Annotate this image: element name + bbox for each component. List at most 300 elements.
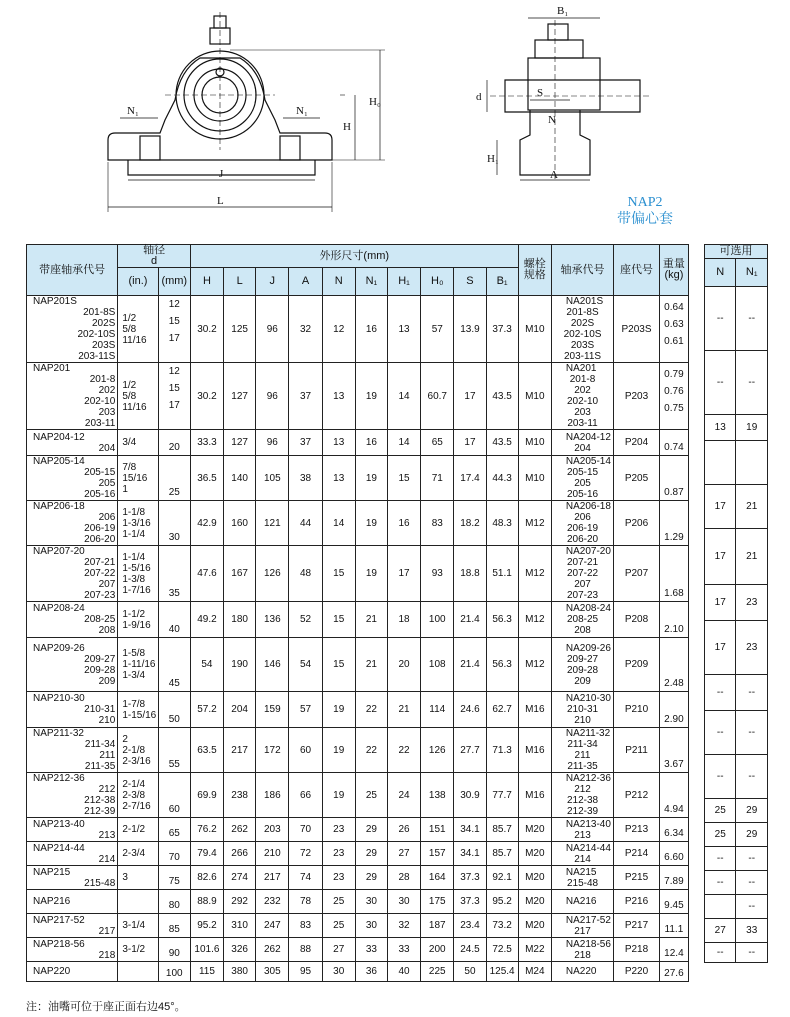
mm-cell	[158, 456, 190, 501]
housing-cell: P209	[614, 638, 660, 692]
bearing-cell-line: NA218-56	[565, 938, 611, 950]
dim-cell: 37.3	[454, 866, 486, 890]
header-weight: 重量(kg)	[659, 245, 688, 296]
inch-cell-line: 5/8	[122, 323, 137, 335]
drawing-label-n1-left: N₁	[127, 105, 139, 117]
dim-cell: 29	[355, 818, 387, 842]
drawing-label-j: J	[219, 168, 224, 180]
inch-cell-line: 1-15/16	[122, 709, 157, 721]
dim-cell: 127	[224, 363, 256, 430]
bearing-cell-line: 202S	[570, 318, 595, 329]
dim-cell: 17	[387, 546, 420, 602]
inch-cell-line: 1-3/4	[122, 670, 146, 681]
side-view-drawing	[487, 18, 650, 180]
dim-cell: 21	[355, 638, 387, 692]
mm-cell-line: 90	[168, 948, 180, 959]
inch-cell-line: 1/2	[122, 379, 137, 391]
mm-cell-line: 50	[168, 714, 180, 725]
dim-cell: 19	[355, 456, 387, 501]
housing-cell: P203S	[614, 296, 660, 363]
bolt-cell: M20	[518, 818, 551, 842]
unit-model-cell-line: NAP205-14	[33, 456, 85, 467]
bearing-cell-line: 204	[574, 442, 591, 454]
optional-row	[705, 675, 768, 711]
optional-row	[705, 823, 768, 847]
dim-cell: 48.3	[486, 501, 518, 546]
drawing-label-h: H	[343, 121, 351, 133]
opt-n-cell: --	[705, 847, 736, 871]
housing-cell: P218	[614, 938, 660, 962]
inch-cell-line: 1/2	[122, 312, 137, 324]
inch-cell	[118, 728, 158, 773]
unit-model-cell-line: 214	[98, 853, 116, 865]
bearing-cell	[551, 692, 613, 728]
unit-model-cell-line: 215-48	[84, 877, 116, 889]
housing-cell: P214	[614, 842, 660, 866]
unit-model-cell-line: 210-31	[84, 704, 116, 715]
bearing-cell-line: 202-10S	[563, 329, 602, 340]
unit-model-cell-line: NAP218-56	[33, 938, 85, 950]
unit-model-cell-line: NAP212-36	[33, 773, 85, 784]
dim-cell: 274	[224, 866, 256, 890]
weight-cell-line: 1.29	[664, 532, 684, 543]
inch-cell-line: 11/16	[122, 401, 147, 413]
mm-cell	[158, 692, 190, 728]
dim-cell: 48	[289, 546, 322, 602]
weight-cell	[659, 501, 688, 546]
inch-cell-line: 11/16	[122, 334, 147, 346]
mm-cell-line: 80	[168, 900, 180, 911]
housing-cell: P205	[614, 456, 660, 501]
unit-model-cell-line: 209-27	[84, 653, 116, 665]
unit-model-cell	[27, 728, 118, 773]
unit-model-cell-line: NAP201	[33, 363, 71, 374]
dim-cell: 37.3	[454, 890, 486, 914]
unit-model-cell	[27, 773, 118, 818]
dim-cell: 85.7	[486, 842, 518, 866]
dim-cell: 100	[421, 602, 454, 638]
unit-model-cell-line: 204	[98, 442, 116, 454]
bearing-cell-line: NA205-14	[565, 456, 611, 467]
dim-cell: 83	[289, 914, 322, 938]
optional-row	[705, 351, 768, 415]
dim-cell: 13	[322, 363, 355, 430]
dim-cell: 180	[224, 602, 256, 638]
dim-cell: 88.9	[190, 890, 223, 914]
header-dim-h: H	[190, 268, 223, 296]
inch-cell-line: 1-11/16	[122, 659, 156, 670]
unit-model-cell-line: 210	[98, 715, 116, 726]
weight-cell-line: 4.94	[664, 804, 684, 815]
weight-cell-line: 2.10	[664, 624, 684, 635]
dim-cell: 17	[454, 363, 486, 430]
unit-model-cell-line: 211-34	[84, 739, 116, 750]
mm-cell	[158, 430, 190, 456]
opt-n1-cell: 21	[736, 529, 768, 585]
weight-cell	[659, 546, 688, 602]
dim-cell: 305	[256, 962, 289, 982]
dim-cell: 19	[322, 773, 355, 818]
dim-cell: 62.7	[486, 692, 518, 728]
dim-cell: 20	[387, 638, 420, 692]
bearing-cell-line: 207-21	[566, 557, 599, 568]
dim-cell: 36.5	[190, 456, 223, 501]
bearing-cell-line: 201-8S	[566, 307, 599, 318]
mm-cell-line: 100	[165, 968, 183, 979]
dim-cell: 140	[224, 456, 256, 501]
unit-model-cell-line: NAP211-32	[33, 728, 84, 739]
bearing-cell-line: 207-22	[566, 568, 599, 579]
dim-cell: 126	[256, 546, 289, 602]
unit-model-cell-line: 201-8S	[83, 307, 116, 318]
unit-model-cell-line: 203	[98, 407, 116, 418]
opt-n1-cell: --	[736, 871, 768, 895]
bolt-cell: M16	[518, 692, 551, 728]
unit-model-cell-line: 202-10	[84, 396, 116, 407]
inch-cell	[118, 602, 158, 638]
bearing-cell-line: 212-39	[566, 806, 599, 817]
unit-model-cell-line: 208-25	[84, 614, 116, 625]
unit-model-cell	[27, 501, 118, 546]
housing-cell: P207	[614, 546, 660, 602]
dim-cell: 79.4	[190, 842, 223, 866]
unit-model-cell-line: 207-23	[84, 590, 116, 601]
opt-n-cell: --	[705, 711, 736, 755]
inch-cell-line: 1-5/16	[122, 562, 151, 574]
unit-model-cell-line: 212-38	[84, 795, 116, 806]
bearing-cell-line: NA204-12	[565, 431, 611, 443]
unit-model-cell	[27, 866, 118, 890]
unit-model-cell-line: 207-21	[84, 557, 116, 568]
bearing-cell-line: 215-48	[566, 877, 599, 889]
unit-model-cell-line: 203-11S	[78, 351, 116, 362]
bearing-cell-line: 211	[574, 750, 591, 761]
inch-cell	[118, 962, 158, 982]
mm-cell	[158, 602, 190, 638]
opt-n-cell: 13	[705, 415, 736, 441]
bolt-cell: M12	[518, 546, 551, 602]
dim-cell: 56.3	[486, 602, 518, 638]
unit-model-cell-line: 202S	[91, 318, 116, 329]
bearing-cell-line: NA216	[565, 896, 597, 907]
dim-cell: 72.5	[486, 938, 518, 962]
unit-model-cell-line: 206-20	[84, 534, 116, 545]
drawing-label-l: L	[217, 195, 224, 207]
mm-cell-line: 17	[168, 400, 180, 411]
unit-model-cell	[27, 638, 118, 692]
bearing-cell-line: 213	[574, 829, 591, 841]
dim-cell: 82.6	[190, 866, 223, 890]
housing-cell: P217	[614, 914, 660, 938]
dim-cell: 138	[421, 773, 454, 818]
inch-cell-line: 1-3/16	[122, 517, 151, 529]
dim-cell: 175	[421, 890, 454, 914]
dim-cell: 73.2	[486, 914, 518, 938]
inch-cell	[118, 430, 158, 456]
dim-cell: 27	[322, 938, 355, 962]
header-unit-model: 带座轴承代号	[27, 245, 118, 296]
bolt-cell: M20	[518, 842, 551, 866]
dim-cell: 16	[355, 430, 387, 456]
dim-cell: 13.9	[454, 296, 486, 363]
dim-cell: 74	[289, 866, 322, 890]
bearing-cell-line: 207	[574, 579, 591, 590]
bearing-cell-line: 205	[574, 478, 591, 489]
dim-cell: 30.2	[190, 296, 223, 363]
unit-model-cell	[27, 938, 118, 962]
weight-cell	[659, 692, 688, 728]
dim-cell: 136	[256, 602, 289, 638]
header-housing: 座代号	[614, 245, 660, 296]
bearing-cell-line: 218	[574, 949, 591, 961]
dim-cell: 23	[322, 818, 355, 842]
bolt-cell: M12	[518, 638, 551, 692]
mm-cell	[158, 842, 190, 866]
weight-cell	[659, 866, 688, 890]
unit-model-cell-line: NAP220	[33, 966, 71, 977]
table-row	[27, 866, 689, 890]
bearing-cell	[551, 818, 613, 842]
header-dim-n1: N₁	[355, 268, 387, 296]
housing-cell: P204	[614, 430, 660, 456]
bearing-cell-line: 205-15	[566, 467, 599, 478]
bearing-cell-line: 206-20	[566, 534, 599, 545]
bearing-cell	[551, 638, 613, 692]
header-shaft: 轴径 d	[118, 245, 191, 268]
dim-cell: 40	[387, 962, 420, 982]
bearing-cell-line: NA211-32	[565, 728, 611, 739]
drawing-label-h1: H₁	[487, 153, 499, 165]
dim-cell: 29	[355, 866, 387, 890]
opt-n1-cell: --	[736, 755, 768, 799]
unit-model-cell	[27, 456, 118, 501]
unit-model-cell-line: NAP214-44	[33, 842, 85, 854]
weight-cell-line: 0.74	[664, 442, 684, 453]
bearing-cell	[551, 602, 613, 638]
dim-cell: 19	[355, 363, 387, 430]
table-row	[27, 890, 689, 914]
table-row	[27, 296, 689, 363]
table-row	[27, 818, 689, 842]
dim-cell: 60	[289, 728, 322, 773]
dim-cell: 32	[387, 914, 420, 938]
dim-cell: 225	[421, 962, 454, 982]
dim-cell: 13	[322, 456, 355, 501]
opt-n1-cell: --	[736, 847, 768, 871]
optional-row	[705, 871, 768, 895]
mm-cell	[158, 501, 190, 546]
dim-cell: 56.3	[486, 638, 518, 692]
bearing-cell-line: 203S	[570, 340, 595, 351]
bearing-cell-line: 205-16	[566, 489, 599, 500]
inch-cell-line: 1-7/16	[122, 584, 151, 596]
unit-model-cell-line: NAP215	[33, 866, 71, 878]
opt-n-cell	[705, 895, 736, 919]
bearing-cell-line: 202	[574, 385, 591, 396]
weight-cell-line: 7.89	[664, 876, 684, 887]
footnote: 注：油嘴可位于座正面右边45°。	[26, 1001, 186, 1013]
dim-cell: 85.7	[486, 818, 518, 842]
weight-cell-line: 0.79	[664, 369, 684, 380]
unit-model-cell-line: 211-35	[84, 761, 116, 772]
table-row	[27, 728, 689, 773]
weight-cell-line: 0.61	[664, 336, 684, 347]
dim-cell: 18.2	[454, 501, 486, 546]
mm-cell-line: 55	[168, 759, 180, 770]
bearing-cell-line: 212	[574, 784, 591, 795]
bearing-cell	[551, 296, 613, 363]
weight-cell	[659, 818, 688, 842]
inch-cell-line: 3-1/2	[122, 944, 146, 955]
opt-n1-cell: 29	[736, 823, 768, 847]
mm-cell	[158, 938, 190, 962]
dim-cell: 172	[256, 728, 289, 773]
dim-cell: 96	[256, 363, 289, 430]
header-mm: (mm)	[158, 268, 190, 296]
header-dim-j: J	[256, 268, 289, 296]
bolt-cell: M24	[518, 962, 551, 982]
drawing-label-a: A	[550, 169, 558, 181]
dim-cell: 326	[224, 938, 256, 962]
dim-cell: 125.4	[486, 962, 518, 982]
unit-model-cell-line: 206	[98, 512, 116, 523]
inch-cell	[118, 296, 158, 363]
dim-cell: 95.2	[486, 890, 518, 914]
inch-cell-line: 2	[122, 733, 128, 745]
dim-cell: 25	[322, 914, 355, 938]
dim-cell: 54	[190, 638, 223, 692]
bearing-cell-line: NA214-44	[565, 842, 611, 854]
unit-model-cell	[27, 430, 118, 456]
dim-cell: 71	[421, 456, 454, 501]
dim-cell: 23.4	[454, 914, 486, 938]
bearing-cell-line: NA207-20	[565, 546, 611, 557]
inch-cell	[118, 890, 158, 914]
table-row	[27, 773, 689, 818]
unit-model-cell-line: 211	[99, 750, 116, 761]
dim-cell: 157	[421, 842, 454, 866]
opt-n1-cell: --	[736, 943, 768, 963]
inch-cell	[118, 818, 158, 842]
unit-model-cell-line: NAP201S	[33, 296, 77, 307]
dim-cell: 292	[224, 890, 256, 914]
opt-n1-cell: --	[736, 675, 768, 711]
opt-n-cell: --	[705, 675, 736, 711]
dim-cell: 95.2	[190, 914, 223, 938]
dim-cell: 69.9	[190, 773, 223, 818]
dim-cell: 33	[387, 938, 420, 962]
housing-cell: P211	[614, 728, 660, 773]
dim-cell: 22	[355, 728, 387, 773]
mm-cell-line: 35	[168, 588, 180, 599]
dim-cell: 15	[322, 602, 355, 638]
front-view-drawing	[108, 12, 385, 212]
opt-n-cell: --	[705, 943, 736, 963]
unit-model-cell	[27, 692, 118, 728]
dim-cell: 83	[421, 501, 454, 546]
table-row	[27, 914, 689, 938]
dim-cell: 65	[421, 430, 454, 456]
bolt-cell: M20	[518, 866, 551, 890]
weight-cell	[659, 962, 688, 982]
opt-n-cell: 17	[705, 585, 736, 621]
bolt-cell: M22	[518, 938, 551, 962]
mm-cell	[158, 638, 190, 692]
bearing-cell-line: 203-11S	[563, 351, 602, 362]
dim-cell: 21.4	[454, 638, 486, 692]
bearing-cell	[551, 430, 613, 456]
mm-cell-line: 60	[168, 804, 180, 815]
mm-cell-line: 85	[168, 924, 180, 935]
bolt-cell: M20	[518, 890, 551, 914]
bearing-cell-line: 203	[574, 407, 591, 418]
dim-cell: 44	[289, 501, 322, 546]
inch-cell-line: 2-1/8	[122, 744, 146, 756]
header-dim-n: N	[322, 268, 355, 296]
bolt-cell: M16	[518, 728, 551, 773]
dim-cell: 23	[322, 842, 355, 866]
weight-cell-line: 0.64	[664, 302, 684, 313]
unit-model-cell-line: 218	[98, 949, 116, 961]
inch-cell-line: 1-5/8	[122, 648, 146, 659]
opt-n1-cell: 23	[736, 585, 768, 621]
dim-cell: 121	[256, 501, 289, 546]
dim-cell: 19	[322, 692, 355, 728]
inch-cell-line: 15/16	[122, 472, 148, 484]
inch-cell-line: 1	[122, 483, 128, 495]
dim-cell: 43.5	[486, 430, 518, 456]
opt-n-cell: 27	[705, 919, 736, 943]
housing-cell: P210	[614, 692, 660, 728]
dim-cell: 15	[322, 638, 355, 692]
mm-cell-line: 65	[168, 828, 180, 839]
inch-cell	[118, 866, 158, 890]
unit-model-cell-line: 207	[98, 579, 116, 590]
inch-cell	[118, 842, 158, 866]
unit-model-cell	[27, 818, 118, 842]
weight-cell	[659, 938, 688, 962]
dim-cell: 51.1	[486, 546, 518, 602]
unit-model-cell	[27, 363, 118, 430]
dim-cell: 190	[224, 638, 256, 692]
table-row	[27, 842, 689, 866]
bearing-cell-line: 206	[574, 512, 591, 523]
opt-n-cell: 17	[705, 621, 736, 675]
table-row	[27, 430, 689, 456]
bearing-cell-line: 209-28	[566, 664, 599, 676]
optional-row	[705, 441, 768, 485]
opt-n-cell	[705, 441, 736, 485]
opt-n1-cell: 21	[736, 485, 768, 529]
dim-cell: 203	[256, 818, 289, 842]
bolt-cell: M12	[518, 501, 551, 546]
unit-model-cell	[27, 890, 118, 914]
dim-cell: 24	[387, 773, 420, 818]
unit-model-cell-line: 205	[98, 478, 116, 489]
inch-cell-line: 5/8	[122, 390, 137, 402]
dim-cell: 70	[289, 818, 322, 842]
bearing-cell-line: 210	[574, 715, 591, 726]
bearing-cell-line: 208-25	[566, 614, 599, 625]
table-row	[27, 602, 689, 638]
dim-cell: 105	[256, 456, 289, 501]
weight-cell-line: 11.1	[664, 924, 684, 935]
dim-cell: 44.3	[486, 456, 518, 501]
drawing-label-s: S	[537, 87, 544, 99]
bearing-cell-line: NA201S	[565, 296, 604, 307]
inch-cell	[118, 938, 158, 962]
dim-cell: 37.3	[486, 296, 518, 363]
